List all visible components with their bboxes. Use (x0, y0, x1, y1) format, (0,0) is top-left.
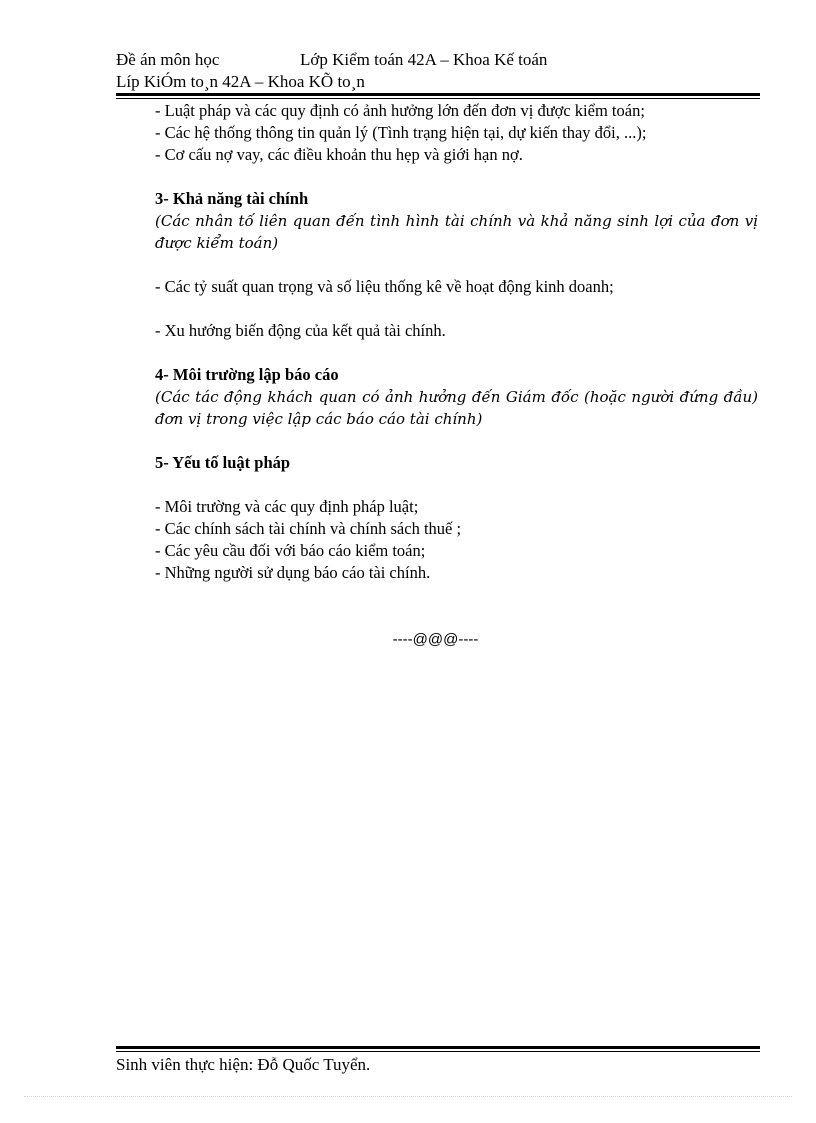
bullet-item: - Các hệ thống thông tin quản lý (Tình trạng hiện tại, dự kiến thay đổi, ...); (155, 123, 647, 142)
section-5-item: - Môi trường và các quy định pháp luật; (155, 497, 419, 516)
header-class-info: Lớp Kiểm toán 42A – Khoa Kế toán (300, 50, 548, 69)
end-marker: ----@@@---- (392, 631, 479, 648)
header-rule-thin (116, 98, 760, 99)
section-4-title: 4- Môi trường lập báo cáo (155, 365, 339, 384)
bullet-item: - Cơ cấu nợ vay, các điều khoản thu hẹp và giới hạn nợ. (155, 145, 523, 164)
footer-rule-thin (116, 1051, 760, 1052)
section-3-item: - Xu hướng biến động của kết quả tài chính. (155, 321, 446, 340)
header-class-info-garbled: Líp KiÓm to¸n 42A – Khoa KÕ to¸n (116, 72, 365, 91)
section-5-item: - Các yêu cầu đối với báo cáo kiểm toán; (155, 541, 426, 560)
section-5-item: - Những người sử dụng báo cáo tài chính. (155, 563, 431, 582)
header-rule (116, 93, 760, 96)
header-subject: Đề án môn học (116, 50, 220, 69)
section-3-title: 3- Khả năng tài chính (155, 189, 309, 208)
page-bottom-edge (24, 1096, 792, 1097)
header-line-1 (116, 49, 760, 71)
page-footer-author: Sinh viên thực hiện: Đỗ Quốc Tuyển. (116, 1055, 371, 1074)
section-3-item: - Các tỷ suất quan trọng và số liệu thống kê về hoạt động kinh doanh; (155, 277, 614, 296)
page-body (155, 100, 758, 584)
section-5-item: - Các chính sách tài chính và chính sách thuế ; (155, 519, 462, 538)
section-3-note: (Các nhân tố liên quan đến tình hình tài chính và khả năng sinh lợi của đơn vị được kiểm toán) (155, 212, 758, 252)
footer-rule (116, 1046, 760, 1049)
section-4-note: (Các tác động khách quan có ảnh hưởng đến Giám đốc (hoặc người đứng đầu) đơn vị trong việc lập các báo cáo tài chính) (155, 388, 758, 428)
page-header (116, 49, 760, 93)
section-5-title: 5- Yếu tố luật pháp (155, 453, 291, 472)
bullet-item: - Luật pháp và các quy định có ảnh hưởng lớn đến đơn vị được kiểm toán; (155, 101, 645, 120)
